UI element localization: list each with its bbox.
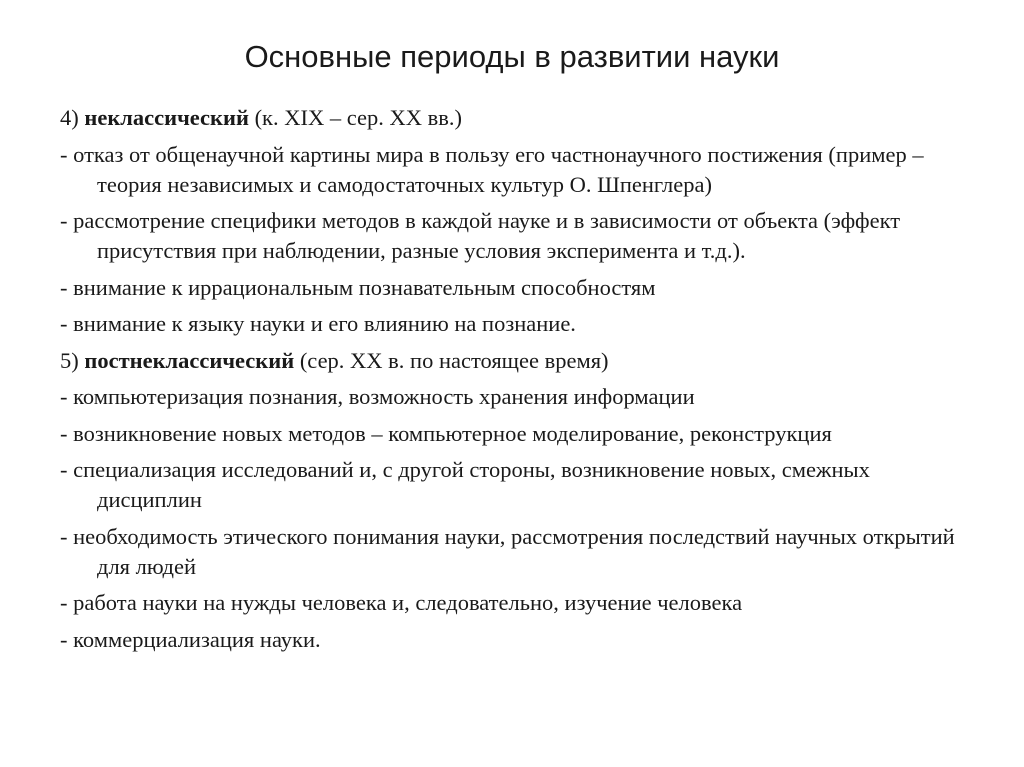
slide-title: Основные периоды в развитии науки	[244, 39, 780, 74]
slide-content	[60, 103, 980, 661]
list-item: - коммерциализация науки.	[60, 626, 321, 652]
list-item: - отказ от общенаучной картины мира в пользу его частнонаучного постижения (пример – теория независимых и самодостаточных культур О. Шпенглера)	[60, 141, 924, 197]
list-item: - специализация исследований и, с другой стороны, возникновение новых, смежных дисциплин	[60, 457, 870, 512]
period-number: 4)	[60, 105, 79, 130]
list-item: - возникновение новых методов – компьютерное моделирование, реконструкция	[60, 420, 832, 446]
period-range: (сер. XX в. по настоящее время)	[299, 347, 609, 373]
list-item: - внимание к иррациональным познавательным способностям	[60, 274, 656, 300]
period-number: 5)	[60, 347, 79, 373]
period-name: неклассический	[84, 105, 249, 130]
list-item: - необходимость этического понимания науки, рассмотрения последствий научных открытий для людей	[60, 523, 955, 579]
list-item: - внимание к языку науки и его влиянию на познание.	[60, 311, 576, 336]
list-item: - работа науки на нужды человека и, следовательно, изучение человека	[60, 590, 743, 615]
period-heading	[60, 346, 980, 376]
list-item: - рассмотрение специфики методов в каждой науке и в зависимости от объекта (эффект присутствия при наблюдении, разные условия эксперимента и т.д.).	[60, 208, 901, 263]
period-heading	[60, 103, 980, 133]
period-name: постнеклассический	[84, 347, 295, 373]
period-range: (к. XIX – сер. XX вв.)	[254, 105, 462, 130]
list-item: - компьютеризация познания, возможность хранения информации	[60, 384, 695, 409]
